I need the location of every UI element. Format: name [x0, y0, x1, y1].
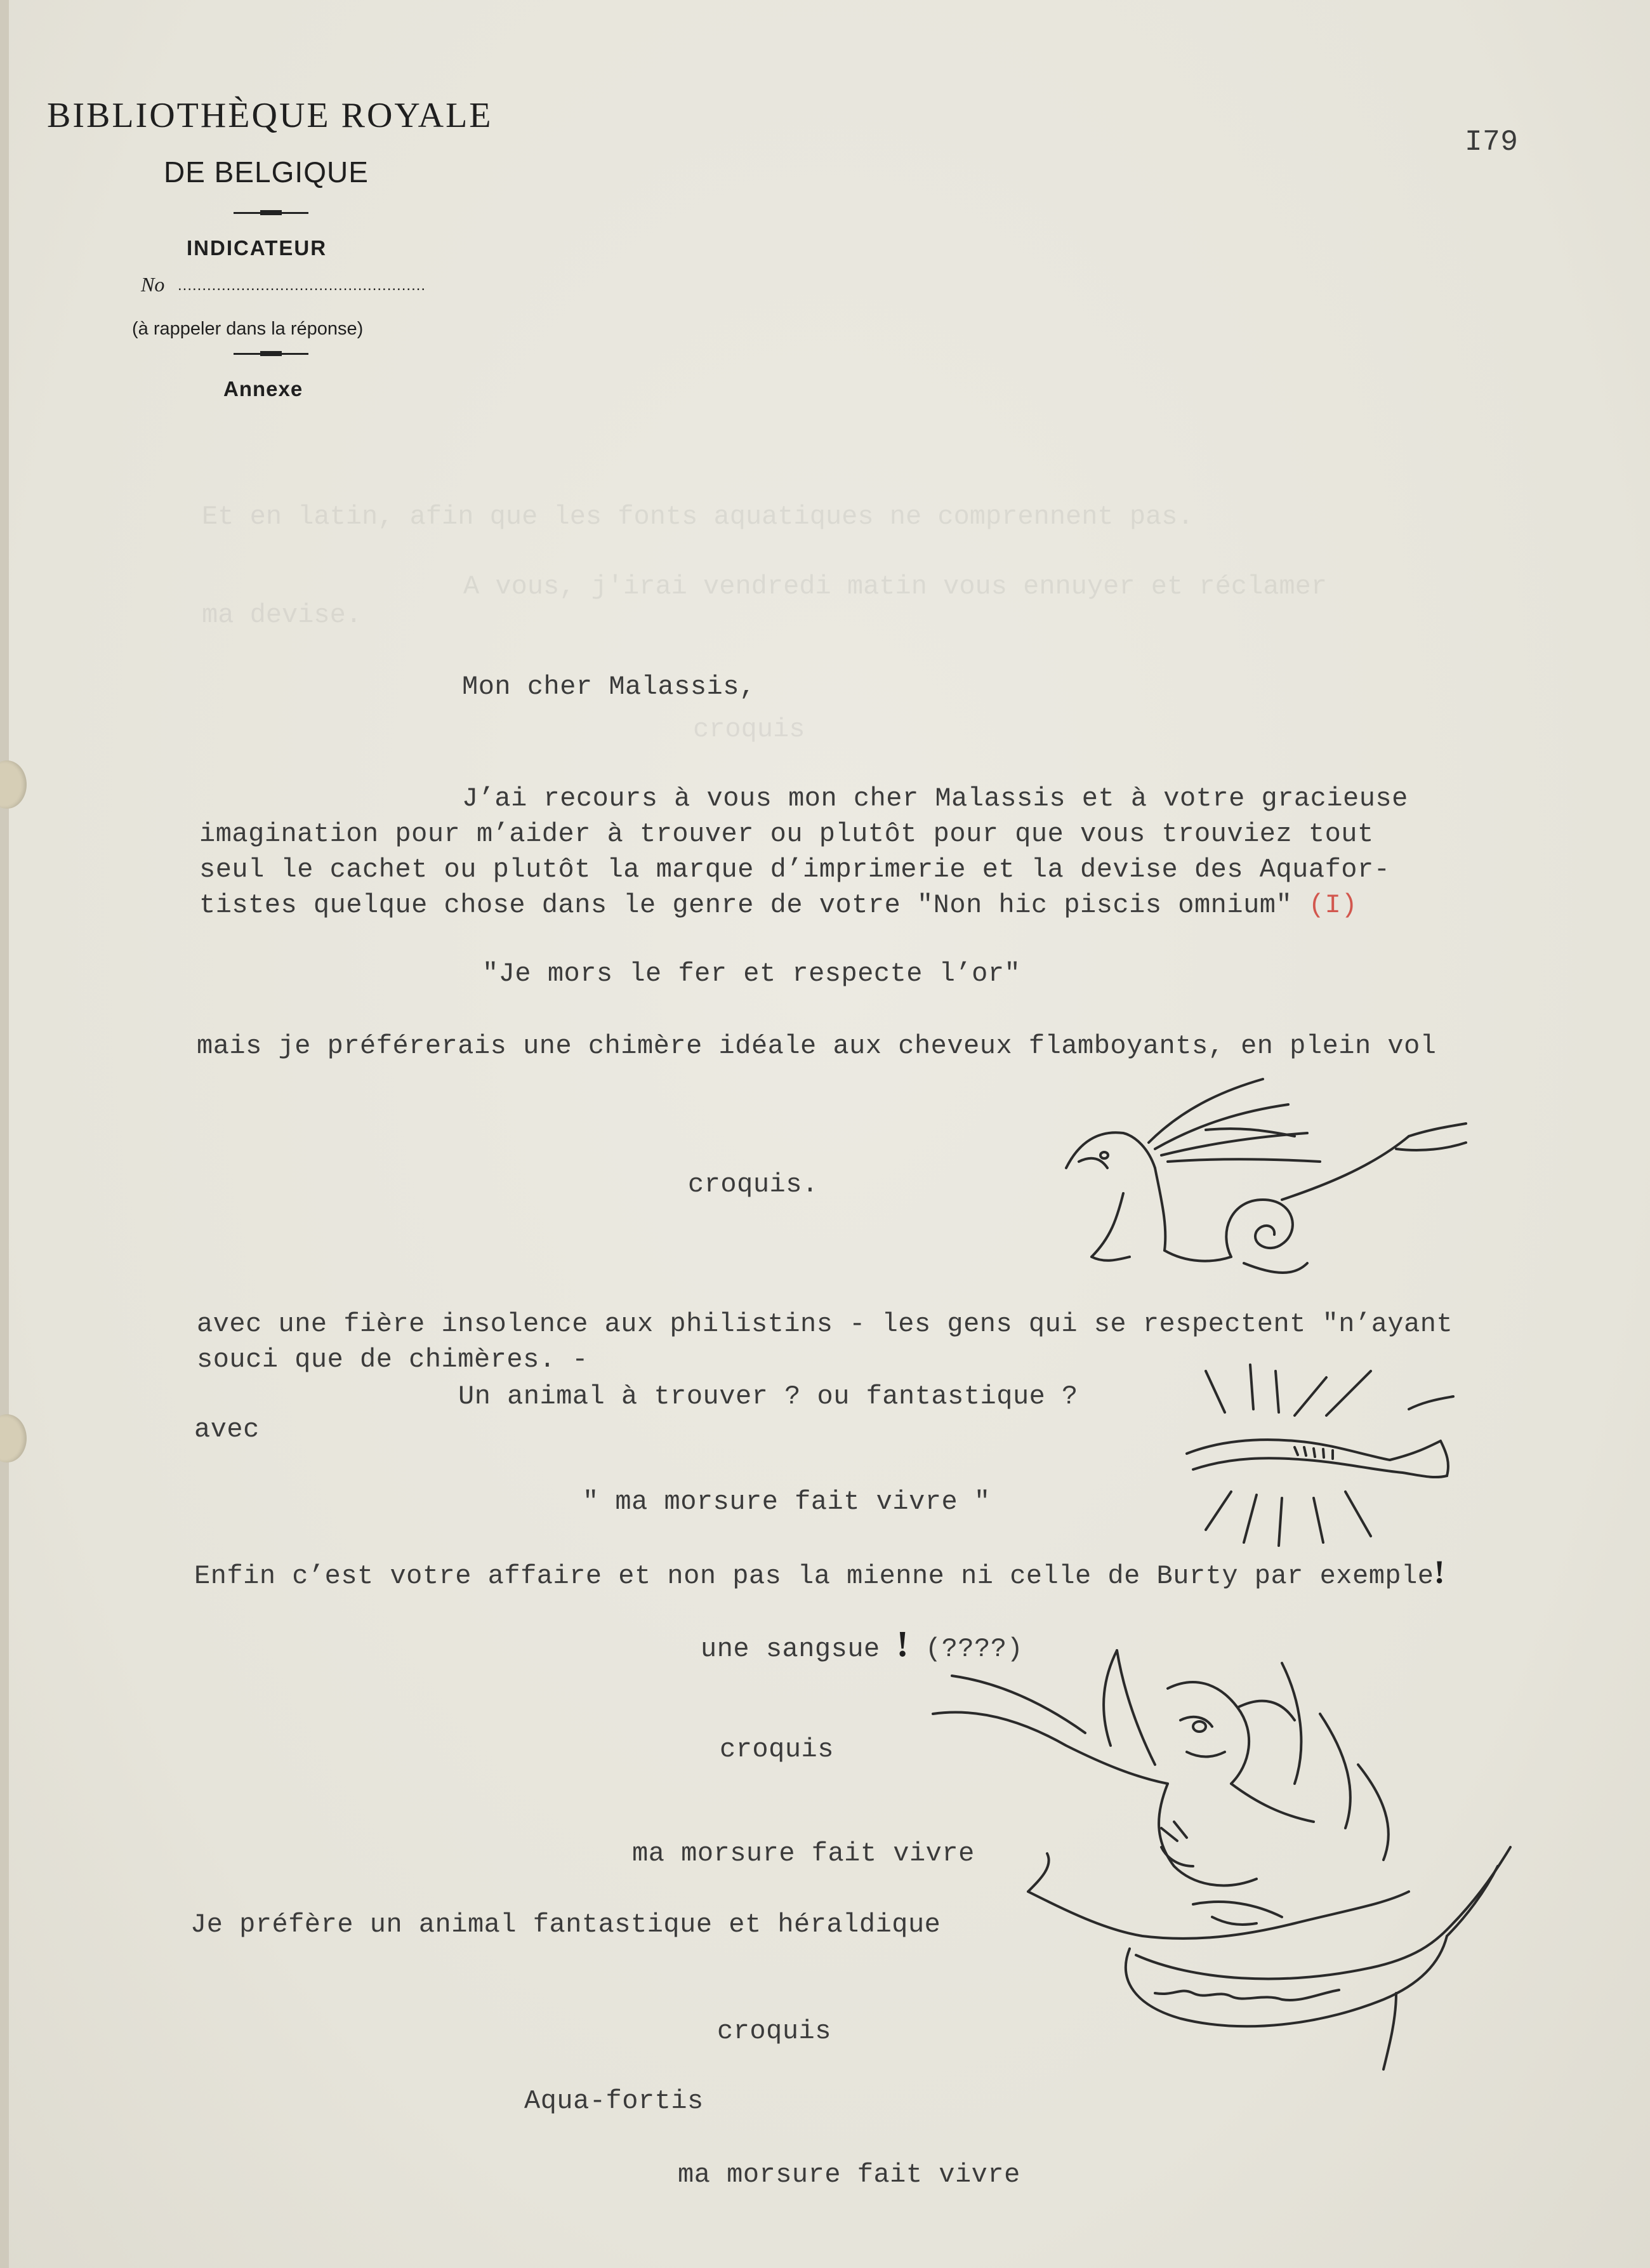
handwritten-exclamation: ! [1434, 1555, 1446, 1591]
body-line-text: Enfin c’est votre affaire et non pas la mienne ni celle de Burty par exemple [194, 1561, 1434, 1591]
heraldic-chimera-sketch-icon [927, 1638, 1536, 2082]
body-line: seul le cachet ou plutôt la marque d’imprimerie et la devise des Aquafor- [199, 854, 1390, 885]
motto: ma morsure fait vivre [678, 2159, 1020, 2190]
salutation: Mon cher Malassis, [462, 672, 756, 702]
body-line-text: (????) [925, 1634, 1024, 1664]
reply-reminder: (à rappeler dans la réponse) [132, 319, 364, 339]
body-line: imagination pour m’aider à trouver ou plutôt pour que vous trouviez tout [199, 819, 1374, 849]
bleed-through-text: croquis [693, 714, 805, 745]
page-number: I79 [1465, 126, 1519, 159]
motto: Aqua-fortis [524, 2086, 704, 2116]
motto: "Je mors le fer et respecte l’or" [482, 958, 1021, 989]
institution-country: DE BELGIQUE [164, 156, 369, 189]
bleed-through-text: A vous, j'irai vendredi matin vous ennuyer et réclamer [463, 571, 1328, 602]
number-label: No [141, 273, 165, 296]
header-divider-mark [260, 210, 282, 215]
body-line: souci que de chimères. - [197, 1344, 588, 1375]
body-line: avec [194, 1414, 260, 1445]
number-field-dots: ................................................... [178, 277, 426, 294]
header-divider-mark [260, 351, 282, 356]
sketch-caption: croquis [720, 1734, 834, 1765]
body-line-text: une sangsue [701, 1634, 880, 1664]
body-line: J’ai recours à vous mon cher Malassis et à votre gracieuse [462, 783, 1408, 814]
body-line: avec une fière insolence aux philistins - les gens qui se respectent "n’ayant [197, 1309, 1453, 1339]
binder-hole [0, 760, 27, 809]
annex-label: Annexe [223, 377, 303, 401]
chimera-sketch-icon [1053, 1073, 1510, 1301]
motto: " ma morsure fait vivre " [583, 1487, 991, 1517]
page-left-edge [0, 0, 9, 2268]
sketch-caption: croquis. [688, 1169, 819, 1200]
body-line: mais je préférerais une chimère idéale aux cheveux flamboyants, en plein vol [197, 1031, 1437, 1061]
motto: ma morsure fait vivre [632, 1838, 975, 1869]
binder-hole [0, 1414, 27, 1462]
body-line-text: tistes quelque chose dans le genre de votre "Non hic piscis omnium" [199, 890, 1293, 920]
footnote-marker: (I) [1308, 890, 1358, 920]
body-line [194, 1555, 1445, 1594]
body-line: Un animal à trouver ? ou fantastique ? [458, 1381, 1078, 1412]
bleed-through-text: ma devise. [202, 600, 362, 630]
body-line: Je préfère un animal fantastique et héraldique [190, 1909, 941, 1940]
leech-sketch-icon [1180, 1352, 1472, 1555]
handwritten-exclamation: ! [896, 1623, 909, 1664]
sketch-caption: croquis [717, 2016, 831, 2046]
institution-name: BIBLIOTHÈQUE ROYALE [47, 96, 493, 135]
body-line [199, 887, 1357, 923]
bleed-through-text: Et en latin, afin que les fonts aquatiques ne comprennent pas. [202, 501, 1194, 532]
indicateur-label: INDICATEUR [187, 236, 327, 260]
